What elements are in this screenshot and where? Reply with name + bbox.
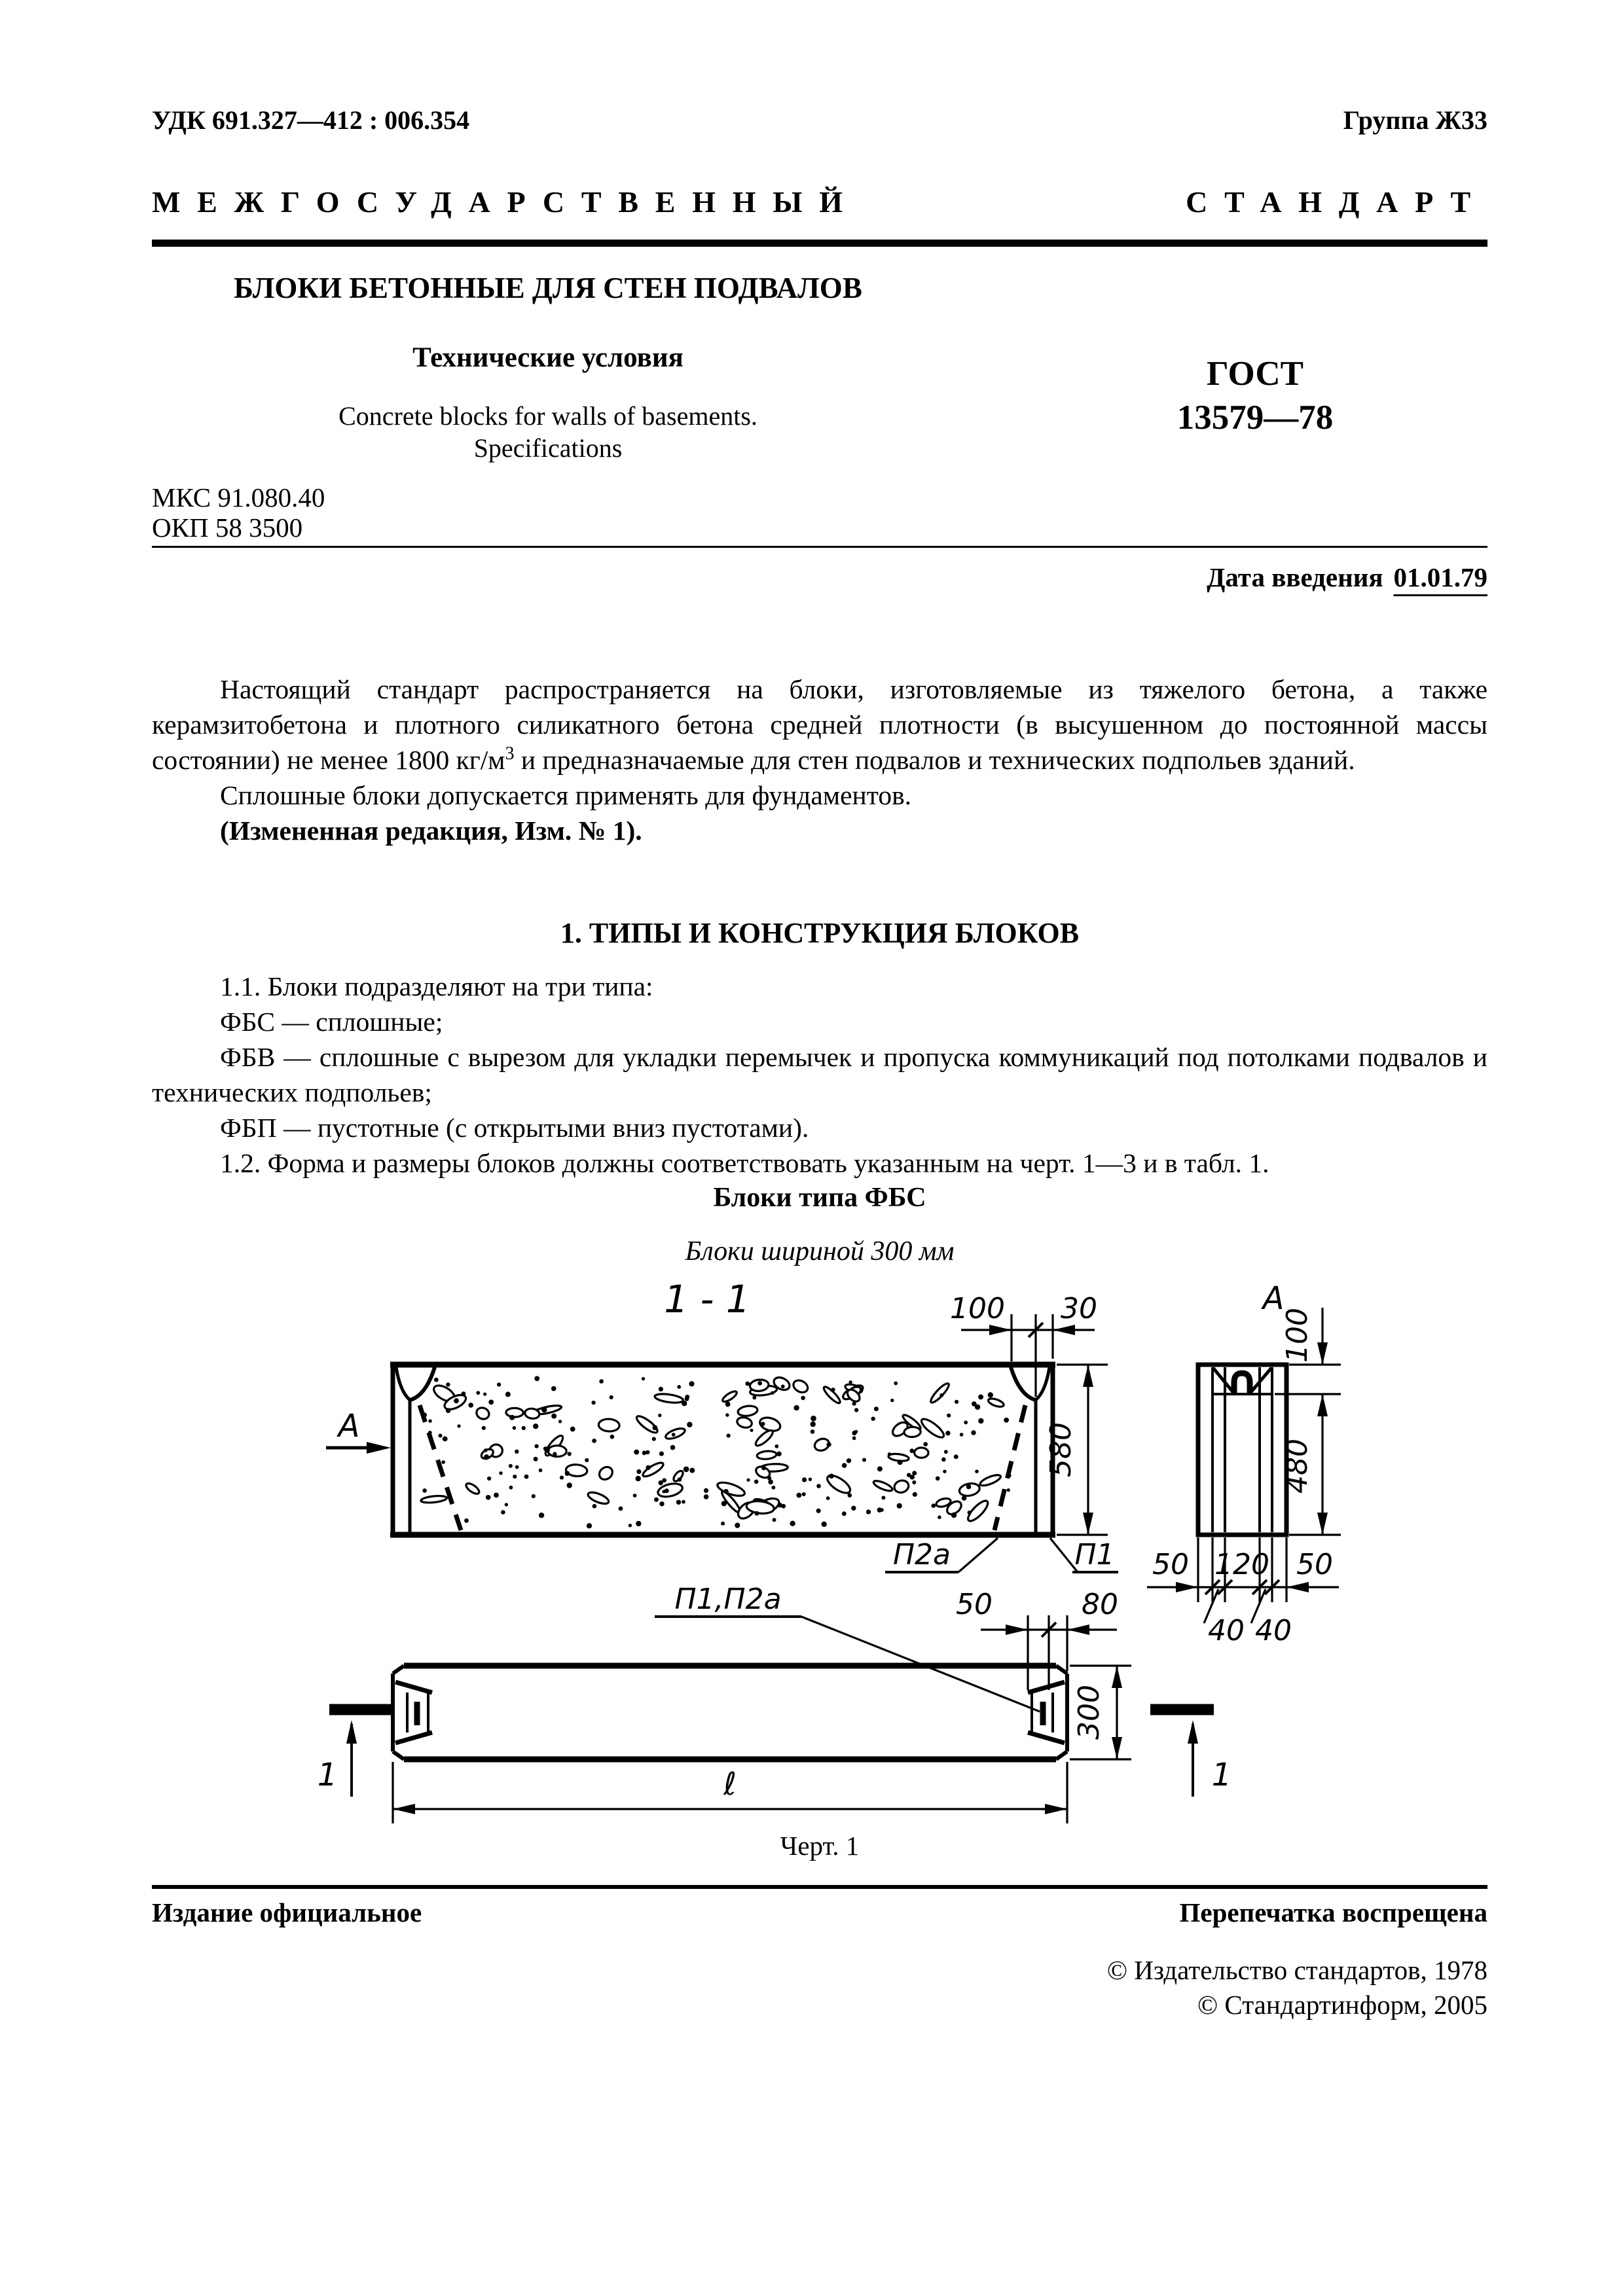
footer-rule [152,1885,1487,1889]
concrete-texture [420,1375,1011,1528]
dimension-length [393,1762,1067,1823]
right-groove-dashed-edge [994,1405,1025,1530]
section-1-items [152,969,1487,1181]
dim-40-left-label: 40 [1208,1614,1245,1647]
end-view-a [1147,1280,1341,1647]
technical-drawing-fig1 [0,1263,1623,1833]
item-fbv: ФБВ — сплошные с вырезом для укладки перемычек и пропуска коммуникаций под потолками подвалов и технических подпольев; [152,1042,1487,1107]
figure-group-caption: Блоки типа ФБС [713,1183,926,1213]
left-groove-dashed-edge [420,1405,461,1530]
view-direction-label: А [338,1408,360,1444]
copyright-block [152,1953,1487,2022]
section-1-1-view [326,1277,1118,1572]
official-edition-label: Издание официальное [152,1897,422,1928]
banner-word-1: МЕЖГОСУДАРСТВЕННЫЙ [152,185,860,219]
groove-p1-label: П1 [1074,1538,1115,1571]
banner-word-2: СТАНДАРТ [1186,185,1487,219]
gost-number: 13579—78 [1176,399,1334,437]
okp-code: ОКП 58 3500 [152,512,303,543]
date-value: 01.01.79 [1393,562,1487,592]
copyright-1978: © Издательство стандартов, 1978 [1106,1955,1487,1985]
dim-50-left-label: 50 [1152,1548,1189,1581]
dim-length-label: ℓ [723,1766,737,1803]
section-1-heading: 1. ТИПЫ И КОНСТРУКЦИЯ БЛОКОВ [560,917,1080,949]
introduction-date-row [152,562,1487,593]
header-row [152,105,1487,135]
title-block [152,271,944,464]
dim-100-label: 100 [950,1292,1005,1325]
date-label: Дата введения [1207,562,1383,592]
document-subtitle: Технические условия [412,342,684,373]
title-english-line2: Specifications [473,433,623,463]
reprint-prohibited-label: Перепечатка воспрещена [1179,1897,1487,1928]
dimension-480 [1281,1394,1341,1535]
codes-rule [152,546,1487,548]
dimension-50-80 [956,1588,1118,1690]
paragraph-solid-blocks: Сплошные блоки допускается применять для фундаментов. [220,780,912,810]
item-1-2: 1.2. Форма и размеры блоков должны соответствовать указанным на черт. 1—3 и в табл. 1. [220,1148,1269,1178]
gost-designation [1023,352,1487,440]
lifting-loop [1234,1373,1250,1394]
dim-40-right-label: 40 [1255,1614,1292,1647]
section-cut-label: 1 - 1 [664,1277,750,1321]
document-title: БЛОКИ БЕТОННЫЕ ДЛЯ СТЕН ПОДВАЛОВ [234,272,862,304]
dim-80-label: 80 [1082,1588,1118,1621]
dim-50-right-label: 50 [1296,1548,1333,1581]
figure-width-caption: Блоки шириной 300 мм [685,1236,955,1266]
cut-mark-right-label: 1 [1211,1757,1232,1793]
paragraph-amendment: (Измененная редакция, Изм. № 1). [220,816,642,846]
view-direction-arrowhead [367,1442,391,1454]
dim-100v-label: 100 [1281,1308,1314,1363]
figure-caption: Черт. 1 [780,1831,860,1861]
groove-p2a-label: П2а [892,1538,951,1571]
paragraph-scope: Настоящий стандарт распространяется на блоки, изготовляемые из тяжелого бетона, а также керамзитобетона и плотного силикатного бетона средней плотности (в высушенном до постоянной массы состоянии) не менее 1800 $кг/м^3$ и предназначаемые для стен подвалов и технических подпольев зданий. [152,674,1487,775]
copyright-2005: © Стандартинформ, 2005 [1197,1990,1487,2020]
scope-paragraphs [152,672,1487,848]
dimension-end-bottom [1147,1537,1339,1647]
dim-30-label: 30 [1061,1292,1097,1325]
footer-row [152,1897,1487,1928]
group-code: Группа Ж33 [1343,105,1487,135]
dim-580-label: 580 [1044,1422,1078,1477]
title-english-line1: Concrete blocks for walls of basements. [338,401,757,431]
dimension-100-30 [950,1292,1097,1397]
left-keyway [395,1682,432,1743]
gost-word: ГОСТ [1207,355,1304,393]
mks-code: МКС 91.080.40 [152,482,325,512]
banner-rule [152,240,1487,247]
superscript-3: 3 [505,744,515,764]
udk-number: УДК 691.327—412 : 006.354 [152,105,470,135]
cut-plane-left [318,1710,393,1797]
item-1-1: 1.1. Блоки подразделяют на три типа: [220,971,653,1001]
end-view-label: А [1262,1280,1285,1317]
dim-120-label: 120 [1214,1548,1269,1581]
dim-300-label: 300 [1072,1685,1106,1740]
dim-50-plan-label: 50 [956,1588,993,1621]
right-keyway [1028,1682,1065,1743]
right-end-groove [994,1367,1049,1532]
standard-banner [152,185,1487,219]
groove-p1-p2a-label: П1,П2а [674,1583,782,1616]
dim-480-label: 480 [1281,1439,1314,1494]
groove-labels [885,1538,1118,1572]
item-fbs: ФБС — сплошные; [220,1007,443,1037]
cut-mark-left-label: 1 [317,1757,338,1793]
dimension-300 [1070,1666,1131,1759]
plan-view [318,1583,1232,1823]
cut-plane-right [1150,1710,1231,1797]
item-fbp: ФБП — пустотные (с открытыми вниз пустотами). [220,1113,809,1143]
